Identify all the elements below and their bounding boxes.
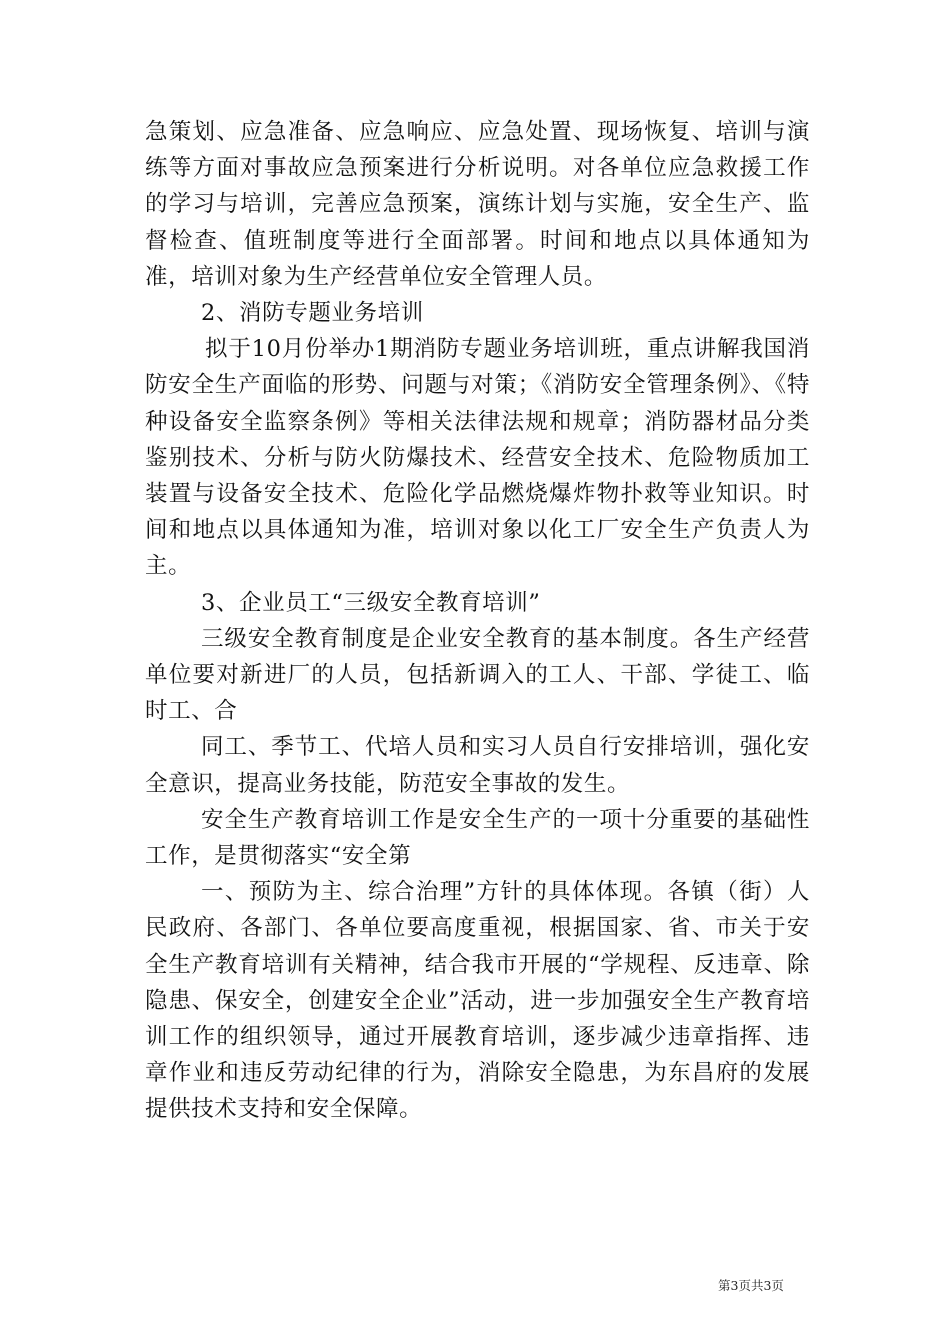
page-number: 第3页共3页 xyxy=(718,1278,784,1293)
heading-three-level-training: 3、企业员工“三级安全教育培训” xyxy=(201,589,541,616)
paragraph-temporary-workers: 同工、季节工、代培人员和实习人员自行安排培训，强化安全意识，提高业务技能，防范安全事故的发生。 xyxy=(145,734,810,797)
paragraph-training-importance: 安全生产教育培训工作是安全生产的一项十分重要的基础性工作，是贯彻落实“安全第 xyxy=(145,806,810,870)
paragraph-three-level-training: 三级安全教育制度是企业安全教育的基本制度。各生产经营单位要对新进厂的人员，包括新调入的工人、干部、学徒工、临时工、合 xyxy=(145,625,810,725)
paragraph-emergency-plan: 急策划、应急准备、应急响应、应急处置、现场恢复、培训与演练等方面对事故应急预案进行分析说明。对各单位应急救援工作的学习与培训，完善应急预案，演练计划与实施，安全生产、监督检查、值班制度等进行全面部署。时间和地点以具体通知为准，培训对象为生产经营单位安全管理人员。 xyxy=(145,119,810,290)
paragraph-fire-training: 拟于10月份举办1期消防专题业务培训班，重点讲解我国消防安全生产面临的形势、问题与对策；《消防安全管理条例》、《特种设备安全监察条例》等相关法律法规和规章；消防器材品分类鉴别技术、分析与防火防爆技术、经营安全技术、危险物质加工装置与设备安全技术、危险化学品燃烧爆炸物扑救等业知识。时间和地点以具体通知为准，培训对象以化工厂安全生产负责人为主。 xyxy=(145,336,810,580)
heading-fire-training: 2、消防专题业务培训 xyxy=(201,300,424,327)
document-body xyxy=(145,114,810,1128)
paragraph-prevention-policy: 一、预防为主、综合治理”方针的具体体现。各镇（街）人民政府、各部门、各单位要高度重视，根据国家、省、市关于安全生产教育培训有关精神，结合我市开展的“学规程、反违章、除隐患、保安全，创建安全企业”活动，进一步加强安全生产教育培训工作的组织领导，通过开展教育培训，逐步减少违章指挥、违章作业和违反劳动纪律的行为，消除安全隐患，为东昌府的发展提供技术支持和安全保障。 xyxy=(145,879,810,1123)
